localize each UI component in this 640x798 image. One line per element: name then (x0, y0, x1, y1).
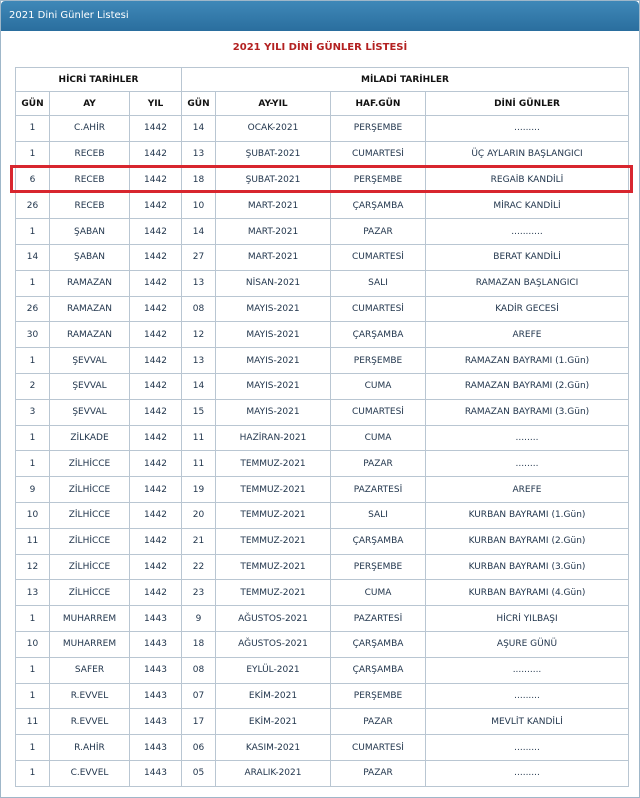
table-cell: CUMARTESİ (331, 735, 426, 761)
table-cell: 1442 (130, 580, 182, 606)
table-cell: MAYIS-2021 (216, 296, 331, 322)
table-cell: 17 (182, 709, 216, 735)
table-cell: KURBAN BAYRAMI (2.Gün) (426, 528, 629, 554)
column-header: GÜN (182, 92, 216, 116)
table-cell: SAFER (50, 657, 130, 683)
table-cell: ........ (426, 451, 629, 477)
table-row (16, 399, 629, 425)
table-cell: MART-2021 (216, 244, 331, 270)
table-cell: ŞUBAT-2021 (216, 141, 331, 167)
table-row (16, 244, 629, 270)
table-cell: 1443 (130, 657, 182, 683)
table-cell: 1442 (130, 554, 182, 580)
table-cell: R.AHİR (50, 735, 130, 761)
table-cell: HİCRİ YILBAŞI (426, 606, 629, 632)
table-cell: 27 (182, 244, 216, 270)
table-cell: 2 (16, 373, 50, 399)
table-row (16, 322, 629, 348)
table-cell: 20 (182, 502, 216, 528)
table-cell: ÜÇ AYLARIN BAŞLANGICI (426, 141, 629, 167)
table-cell: 1 (16, 657, 50, 683)
table-cell: 6 (16, 167, 50, 193)
table-cell: 23 (182, 580, 216, 606)
table-cell: AREFE (426, 322, 629, 348)
table-cell: ......... (426, 683, 629, 709)
table-cell: 1 (16, 735, 50, 761)
table-cell: 1 (16, 683, 50, 709)
table-cell: 08 (182, 296, 216, 322)
table-cell: 1 (16, 425, 50, 451)
table-cell: 22 (182, 554, 216, 580)
table-cell: HAZİRAN-2021 (216, 425, 331, 451)
table-cell: 1 (16, 760, 50, 786)
table-cell: 1442 (130, 141, 182, 167)
table-cell: KASIM-2021 (216, 735, 331, 761)
table-row (16, 373, 629, 399)
table-row (16, 735, 629, 761)
table-cell: 11 (16, 528, 50, 554)
table-cell: ......... (426, 116, 629, 142)
table-cell: 18 (182, 631, 216, 657)
table-cell: RAMAZAN BAYRAMI (2.Gün) (426, 373, 629, 399)
table-cell: ZİLHİCCE (50, 580, 130, 606)
table-cell: 14 (182, 116, 216, 142)
table-cell: ......... (426, 735, 629, 761)
table-cell: TEMMUZ-2021 (216, 528, 331, 554)
table-cell: ÇARŞAMBA (331, 193, 426, 219)
table-cell: PAZAR (331, 709, 426, 735)
table-row (16, 528, 629, 554)
table-cell: SALI (331, 502, 426, 528)
table-cell: TEMMUZ-2021 (216, 477, 331, 503)
table-cell: 1443 (130, 606, 182, 632)
table-row (16, 580, 629, 606)
table-row (16, 760, 629, 786)
table-cell: 26 (16, 296, 50, 322)
table-row (16, 709, 629, 735)
table-cell: MUHARREM (50, 606, 130, 632)
table-cell: RAMAZAN (50, 296, 130, 322)
table-cell: KADİR GECESİ (426, 296, 629, 322)
table-cell: 1442 (130, 322, 182, 348)
table-cell: ZİLHİCCE (50, 554, 130, 580)
table-cell: EYLÜL-2021 (216, 657, 331, 683)
table-cell: PERŞEMBE (331, 167, 426, 193)
table-cell: MAYIS-2021 (216, 348, 331, 374)
table-cell: EKİM-2021 (216, 683, 331, 709)
table-cell: 13 (182, 270, 216, 296)
table-cell: 1442 (130, 219, 182, 245)
table-cell: MART-2021 (216, 193, 331, 219)
hicri-group-header: HİCRİ TARİHLER (16, 68, 182, 92)
table-cell: CUMARTESİ (331, 296, 426, 322)
table-cell: 1 (16, 116, 50, 142)
table-cell: 11 (182, 451, 216, 477)
table-cell: 08 (182, 657, 216, 683)
column-header: AY (50, 92, 130, 116)
table-row (16, 683, 629, 709)
table-cell: CUMARTESİ (331, 244, 426, 270)
table-cell: 18 (182, 167, 216, 193)
table-cell: TEMMUZ-2021 (216, 502, 331, 528)
table-cell: 10 (16, 502, 50, 528)
table-cell: 1443 (130, 760, 182, 786)
table-cell: 1443 (130, 631, 182, 657)
table-cell: 11 (16, 709, 50, 735)
table-cell: CUMA (331, 425, 426, 451)
table-cell: 12 (182, 322, 216, 348)
table-row (16, 606, 629, 632)
table-cell: 10 (16, 631, 50, 657)
table-cell: ARALIK-2021 (216, 760, 331, 786)
table-cell: ZİLHİCCE (50, 451, 130, 477)
table-cell: MAYIS-2021 (216, 322, 331, 348)
table-cell: 1442 (130, 399, 182, 425)
table-cell: AŞURE GÜNÜ (426, 631, 629, 657)
table-cell: ŞUBAT-2021 (216, 167, 331, 193)
table-cell: TEMMUZ-2021 (216, 451, 331, 477)
table-cell: 3 (16, 399, 50, 425)
table-cell: 05 (182, 760, 216, 786)
table-cell: TEMMUZ-2021 (216, 580, 331, 606)
table-cell: ÇARŞAMBA (331, 528, 426, 554)
table-cell: ŞABAN (50, 244, 130, 270)
table-cell: 14 (16, 244, 50, 270)
table-cell: 26 (16, 193, 50, 219)
table-cell: AREFE (426, 477, 629, 503)
table-cell: 13 (16, 580, 50, 606)
table-cell: 1442 (130, 451, 182, 477)
table-cell: BERAT KANDİLİ (426, 244, 629, 270)
table-row (16, 631, 629, 657)
religious-days-table (15, 67, 629, 787)
column-header: AY-YIL (216, 92, 331, 116)
table-cell: 1442 (130, 502, 182, 528)
table-cell: 1442 (130, 270, 182, 296)
table-cell: CUMA (331, 580, 426, 606)
table-row (16, 219, 629, 245)
table-cell: 07 (182, 683, 216, 709)
table-cell: C.AHİR (50, 116, 130, 142)
table-row (16, 193, 629, 219)
table-cell: RECEB (50, 167, 130, 193)
table-cell: ÇARŞAMBA (331, 657, 426, 683)
table-cell: RECEB (50, 193, 130, 219)
table-cell: 1442 (130, 193, 182, 219)
table-cell: ZİLHİCCE (50, 502, 130, 528)
table-row (16, 502, 629, 528)
table-cell: 1 (16, 606, 50, 632)
column-header: YIL (130, 92, 182, 116)
table-row (16, 451, 629, 477)
table-cell: PERŞEMBE (331, 348, 426, 374)
table-cell: REGAİB KANDİLİ (426, 167, 629, 193)
table-cell: RAMAZAN (50, 270, 130, 296)
table-cell: ŞEVVAL (50, 348, 130, 374)
window-title: 2021 Dini Günler Listesi (1, 1, 639, 31)
table-row (16, 296, 629, 322)
table-cell: 1 (16, 219, 50, 245)
table-cell: MUHARREM (50, 631, 130, 657)
table-cell: PAZARTESİ (331, 477, 426, 503)
table-row (16, 141, 629, 167)
table-cell: KURBAN BAYRAMI (3.Gün) (426, 554, 629, 580)
table-row (16, 348, 629, 374)
table-cell: 1 (16, 270, 50, 296)
table-cell: R.EVVEL (50, 683, 130, 709)
table-cell: 1443 (130, 735, 182, 761)
table-cell: 21 (182, 528, 216, 554)
page-title: 2021 YILI DİNİ GÜNLER LİSTESİ (232, 42, 408, 53)
table-cell: 10 (182, 193, 216, 219)
table-cell: PAZARTESİ (331, 606, 426, 632)
table-cell: R.EVVEL (50, 709, 130, 735)
table-cell: RAMAZAN BAŞLANGICI (426, 270, 629, 296)
table-cell: ........... (426, 219, 629, 245)
table-cell: .......... (426, 657, 629, 683)
table-cell: AĞUSTOS-2021 (216, 606, 331, 632)
table-cell: ZİLKADE (50, 425, 130, 451)
table-cell: 1443 (130, 709, 182, 735)
table-row (16, 657, 629, 683)
table-cell: 1 (16, 141, 50, 167)
table-cell: OCAK-2021 (216, 116, 331, 142)
column-header: HAF.GÜN (331, 92, 426, 116)
table-cell: CUMA (331, 373, 426, 399)
table-cell: 1442 (130, 477, 182, 503)
table-cell: PAZAR (331, 219, 426, 245)
table-cell: 1442 (130, 296, 182, 322)
table-cell: CUMARTESİ (331, 141, 426, 167)
table-cell: 1442 (130, 425, 182, 451)
table-cell: TEMMUZ-2021 (216, 554, 331, 580)
table-cell: ......... (426, 760, 629, 786)
table-cell: 19 (182, 477, 216, 503)
table-cell: 1442 (130, 244, 182, 270)
table-cell: 14 (182, 373, 216, 399)
table-cell: KURBAN BAYRAMI (1.Gün) (426, 502, 629, 528)
table-row (16, 425, 629, 451)
table-cell: MAYIS-2021 (216, 399, 331, 425)
table-cell: PAZAR (331, 760, 426, 786)
table-cell: 1 (16, 451, 50, 477)
table-cell: ÇARŞAMBA (331, 322, 426, 348)
table-cell: 1443 (130, 683, 182, 709)
miladi-group-header: MİLADİ TARİHLER (182, 68, 629, 92)
table-row (16, 270, 629, 296)
table-cell: MART-2021 (216, 219, 331, 245)
table-cell: 30 (16, 322, 50, 348)
table-cell: AĞUSTOS-2021 (216, 631, 331, 657)
table-cell: MEVLİT KANDİLİ (426, 709, 629, 735)
table-row (16, 477, 629, 503)
table-cell: RECEB (50, 141, 130, 167)
table-cell: RAMAZAN (50, 322, 130, 348)
table-cell: ÇARŞAMBA (331, 631, 426, 657)
table-cell: 1 (16, 348, 50, 374)
table-cell: KURBAN BAYRAMI (4.Gün) (426, 580, 629, 606)
table-cell: 15 (182, 399, 216, 425)
table-cell: 12 (16, 554, 50, 580)
table-cell: RAMAZAN BAYRAMI (3.Gün) (426, 399, 629, 425)
table-cell: 06 (182, 735, 216, 761)
table-cell: 1442 (130, 373, 182, 399)
table-row-highlighted (16, 167, 629, 193)
table-cell: 13 (182, 348, 216, 374)
table-cell: ........ (426, 425, 629, 451)
table-cell: 9 (182, 606, 216, 632)
table-row (16, 554, 629, 580)
table-cell: RAMAZAN BAYRAMI (1.Gün) (426, 348, 629, 374)
table-cell: ŞEVVAL (50, 399, 130, 425)
table-cell: PERŞEMBE (331, 683, 426, 709)
column-header: GÜN (16, 92, 50, 116)
table-cell: CUMARTESİ (331, 399, 426, 425)
table-cell: PERŞEMBE (331, 116, 426, 142)
table-cell: EKİM-2021 (216, 709, 331, 735)
table-cell: ŞABAN (50, 219, 130, 245)
column-header: DİNİ GÜNLER (426, 92, 629, 116)
table-row (16, 116, 629, 142)
table-cell: 1442 (130, 116, 182, 142)
table-cell: ZİLHİCCE (50, 477, 130, 503)
table-cell: ŞEVVAL (50, 373, 130, 399)
table-cell: MİRAC KANDİLİ (426, 193, 629, 219)
table-cell: 9 (16, 477, 50, 503)
table-cell: 14 (182, 219, 216, 245)
table-cell: 11 (182, 425, 216, 451)
table-cell: PAZAR (331, 451, 426, 477)
table-cell: 13 (182, 141, 216, 167)
table-cell: MAYIS-2021 (216, 373, 331, 399)
table-cell: NİSAN-2021 (216, 270, 331, 296)
table-cell: ZİLHİCCE (50, 528, 130, 554)
table-cell: 1442 (130, 528, 182, 554)
table-cell: 1442 (130, 348, 182, 374)
table-cell: 1442 (130, 167, 182, 193)
table-cell: SALI (331, 270, 426, 296)
table-cell: PERŞEMBE (331, 554, 426, 580)
table-cell: C.EVVEL (50, 760, 130, 786)
